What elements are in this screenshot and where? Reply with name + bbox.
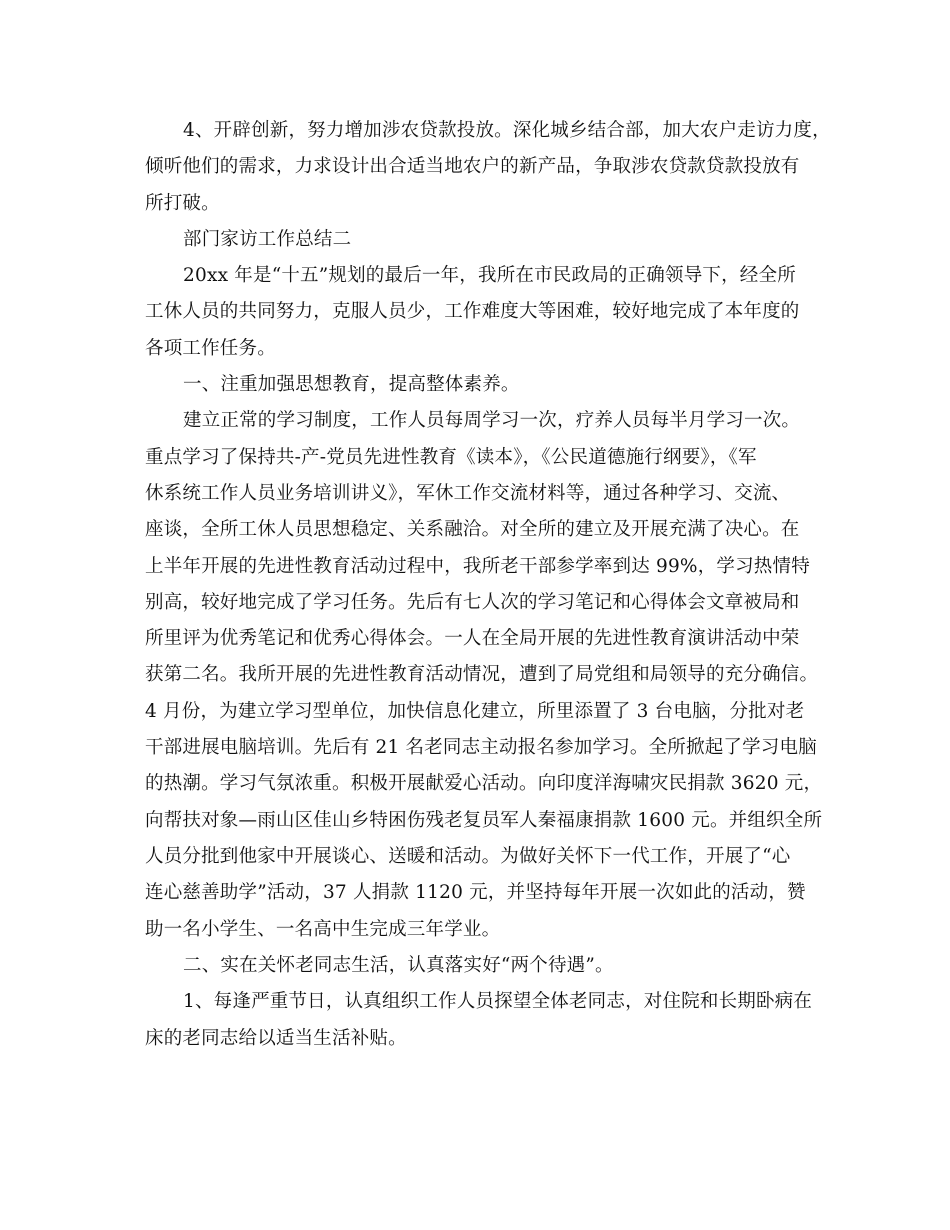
- text-line: 倾听他们的需求，力求设计出合适当地农户的新产品，争取涉农贷款贷款投放有: [145, 156, 800, 177]
- text-line: 20xx 年是“十五”规划的最后一年，我所在市民政局的正确领导下，经全所: [183, 265, 796, 286]
- text-line: 建立正常的学习制度，工作人员每周学习一次，疗养人员每半月学习一次。: [183, 410, 801, 431]
- text-line: 1、每逢严重节日，认真组织工作人员探望全体老同志，对住院和长期卧病在: [183, 991, 813, 1012]
- text-line: 所里评为优秀笔记和优秀心得体会。一人在全局开展的先进性教育演讲活动中荣: [145, 628, 800, 649]
- text-line: 4、开辟创新，努力增加涉农贷款投放。深化城乡结合部，加大农户走访力度，: [183, 120, 831, 141]
- text-line: 别高，较好地完成了学习任务。先后有七人次的学习笔记和心得体会文章被局和: [145, 592, 800, 613]
- section-heading: 部门家访工作总结二: [183, 229, 352, 250]
- section-heading: 一、注重加强思想教育，提高整体素养。: [183, 374, 520, 395]
- text-line: 向帮扶对象—雨山区佳山乡特困伤残老复员军人秦福康捐款 1600 元。并组织全所: [145, 810, 823, 831]
- text-line: 上半年开展的先进性教育活动过程中，我所老干部参学率到达 99%，学习热情特: [145, 556, 810, 577]
- text-line: 所打破。: [145, 193, 220, 214]
- text-line: 床的老同志给以适当生活补贴。: [145, 1028, 407, 1049]
- text-line: 休系统工作人员业务培训讲义》，军休工作交流材料等，通过各种学习、交流、: [145, 483, 791, 504]
- text-line: 各项工作任务。: [145, 338, 276, 359]
- text-line: 4 月份，为建立学习型单位，加快信息化建立，所里添置了 3 台电脑，分批对老: [145, 701, 805, 722]
- text-line: 工休人员的共同努力，克服人员少，工作难度大等困难，较好地完成了本年度的: [145, 301, 800, 322]
- text-line: 干部进展电脑培训。先后有 21 名老同志主动报名参加学习。全所掀起了学习电脑: [145, 737, 817, 758]
- text-line: 获第二名。我所开展的先进性教育活动情况，遭到了局党组和局领导的充分确信。: [145, 664, 819, 685]
- text-line: 人员分批到他家中开展谈心、送暖和活动。为做好关怀下一代工作，开展了“心: [145, 846, 791, 867]
- text-line: 的热潮。学习气氛浓重。积极开展献爱心活动。向印度洋海啸灾民捐款 3620 元，: [145, 773, 823, 794]
- text-line: 重点学习了保持共-产-党员先进性教育《读本》，《公民道德施行纲要》，《军: [145, 447, 757, 468]
- text-line: 座谈，全所工休人员思想稳定、关系融洽。对全所的建立及开展充满了决心。在: [145, 519, 800, 540]
- section-heading: 二、实在关怀老同志生活，认真落实好“两个待遇”。: [183, 955, 614, 976]
- text-line: 助一名小学生、一名高中生完成三年学业。: [145, 919, 501, 940]
- text-line: 连心慈善助学”活动，37 人捐款 1120 元，并坚持每年开展一次如此的活动，赞: [145, 882, 806, 903]
